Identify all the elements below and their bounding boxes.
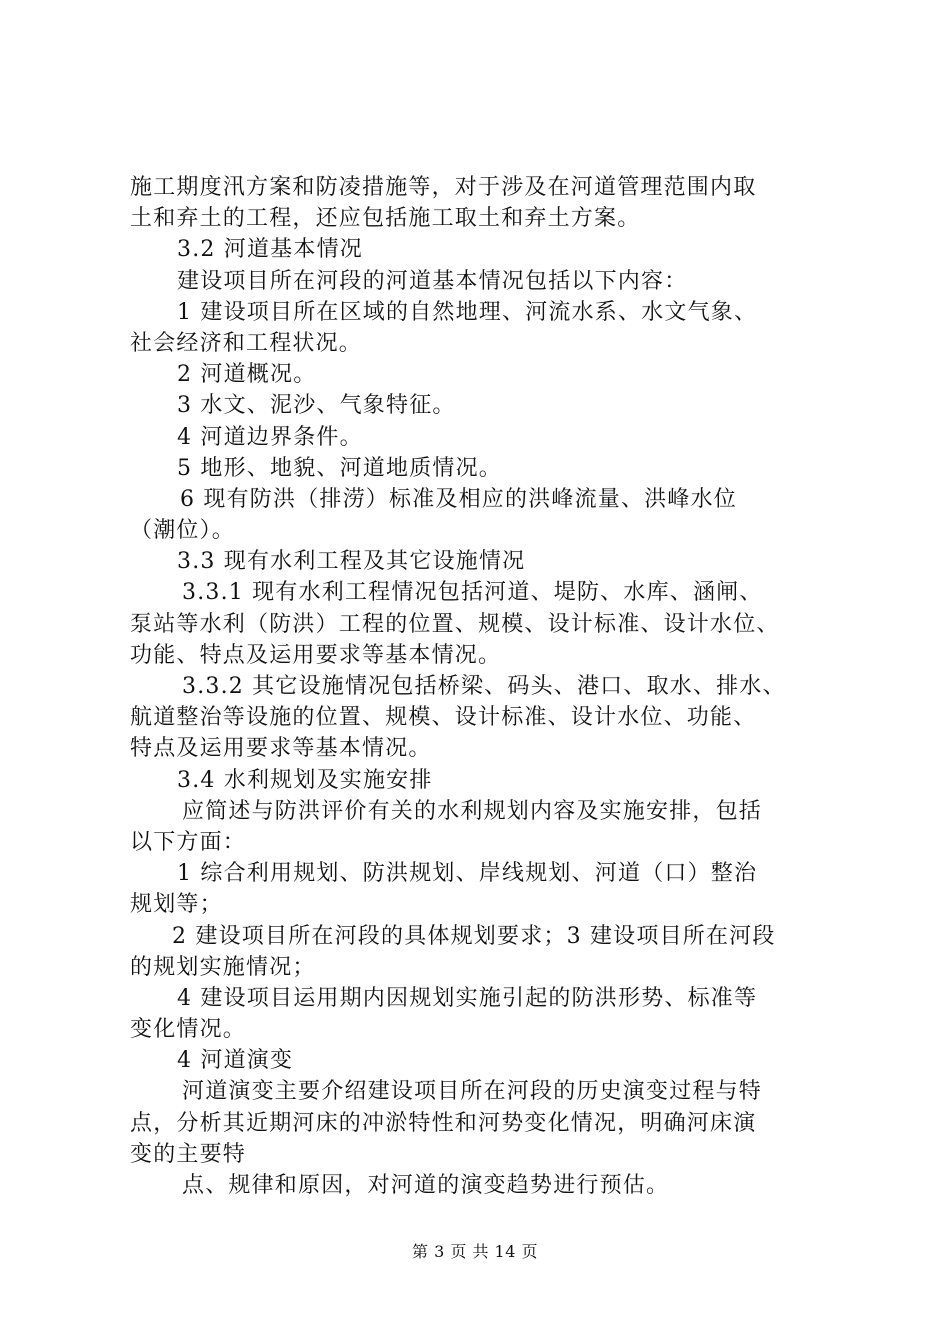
body-line: 3.3.1 现有水利工程情况包括河道、堤防、水库、涵闸、: [182, 580, 763, 606]
body-line: 施工期度汛方案和防凌措施等，对于涉及在河道管理范围内取: [130, 175, 757, 200]
body-line: 土和弃土的工程，还应包括施工取土和弃土方案。: [130, 206, 641, 232]
list-item: 3 水文、泥沙、气象特征。: [177, 393, 456, 419]
body-line: 功能、特点及运用要求等基本情况。: [130, 642, 502, 668]
page-number-footer: 第 3 页 共 14 页: [412, 1242, 538, 1261]
list-item: 1 建设项目所在区域的自然地理、河流水系、水文气象、: [177, 299, 758, 325]
body-line: 规划等；: [130, 892, 223, 918]
document-body: [130, 172, 830, 1201]
list-item: 4 河道边界条件。: [177, 424, 363, 450]
body-line: 特点及运用要求等基本情况。: [130, 736, 432, 762]
body-line: 社会经济和工程状况。: [130, 330, 363, 356]
body-line: 变化情况。: [130, 1017, 247, 1043]
body-line: 点，分析其近期河床的冲淤特性和河势变化情况，明确河床演: [130, 1110, 757, 1136]
section-heading: 4 河道演变: [177, 1048, 294, 1074]
list-item: 2 河道概况。: [177, 362, 317, 388]
body-line: 3.3.2 其它设施情况包括桥梁、码头、港口、取水、排水、: [182, 674, 786, 699]
section-heading: 3.3 现有水利工程及其它设施情况: [177, 549, 526, 575]
section-heading: 3.4 水利规划及实施安排: [177, 767, 433, 793]
body-line: 的规划实施情况；: [130, 954, 316, 980]
body-line: （潮位）。: [130, 518, 236, 544]
section-heading: 3.2 河道基本情况: [177, 237, 363, 263]
body-line: 以下方面：: [130, 829, 247, 855]
body-line: 河道演变主要介绍建设项目所在河段的历史演变过程与特: [182, 1079, 763, 1105]
list-item: 6 现有防洪（排涝）标准及相应的洪峰流量、洪峰水位: [180, 486, 737, 512]
body-line: 应简述与防洪评价有关的水利规划内容及实施安排，包括: [182, 798, 763, 824]
body-line: 建设项目所在河段的河道基本情况包括以下内容：: [177, 268, 688, 294]
body-line: 变的主要特: [130, 1141, 247, 1167]
body-line: 泵站等水利（防洪）工程的位置、规模、设计标准、设计水位、: [130, 611, 780, 637]
body-line: 点、规律和原因，对河道的演变趋势进行预估。: [182, 1173, 670, 1198]
list-item: 5 地形、地貌、河道地质情况。: [177, 455, 502, 481]
list-item: 4 建设项目运用期内因规划实施引起的防洪形势、标准等: [177, 985, 758, 1011]
list-item: 1 综合利用规划、防洪规划、岸线规划、河道（口）整治: [177, 861, 758, 887]
body-line: 航道整治等设施的位置、规模、设计标准、设计水位、功能、: [130, 705, 757, 731]
list-item: 2 建设项目所在河段的具体规划要求；3 建设项目所在河段: [172, 923, 776, 949]
